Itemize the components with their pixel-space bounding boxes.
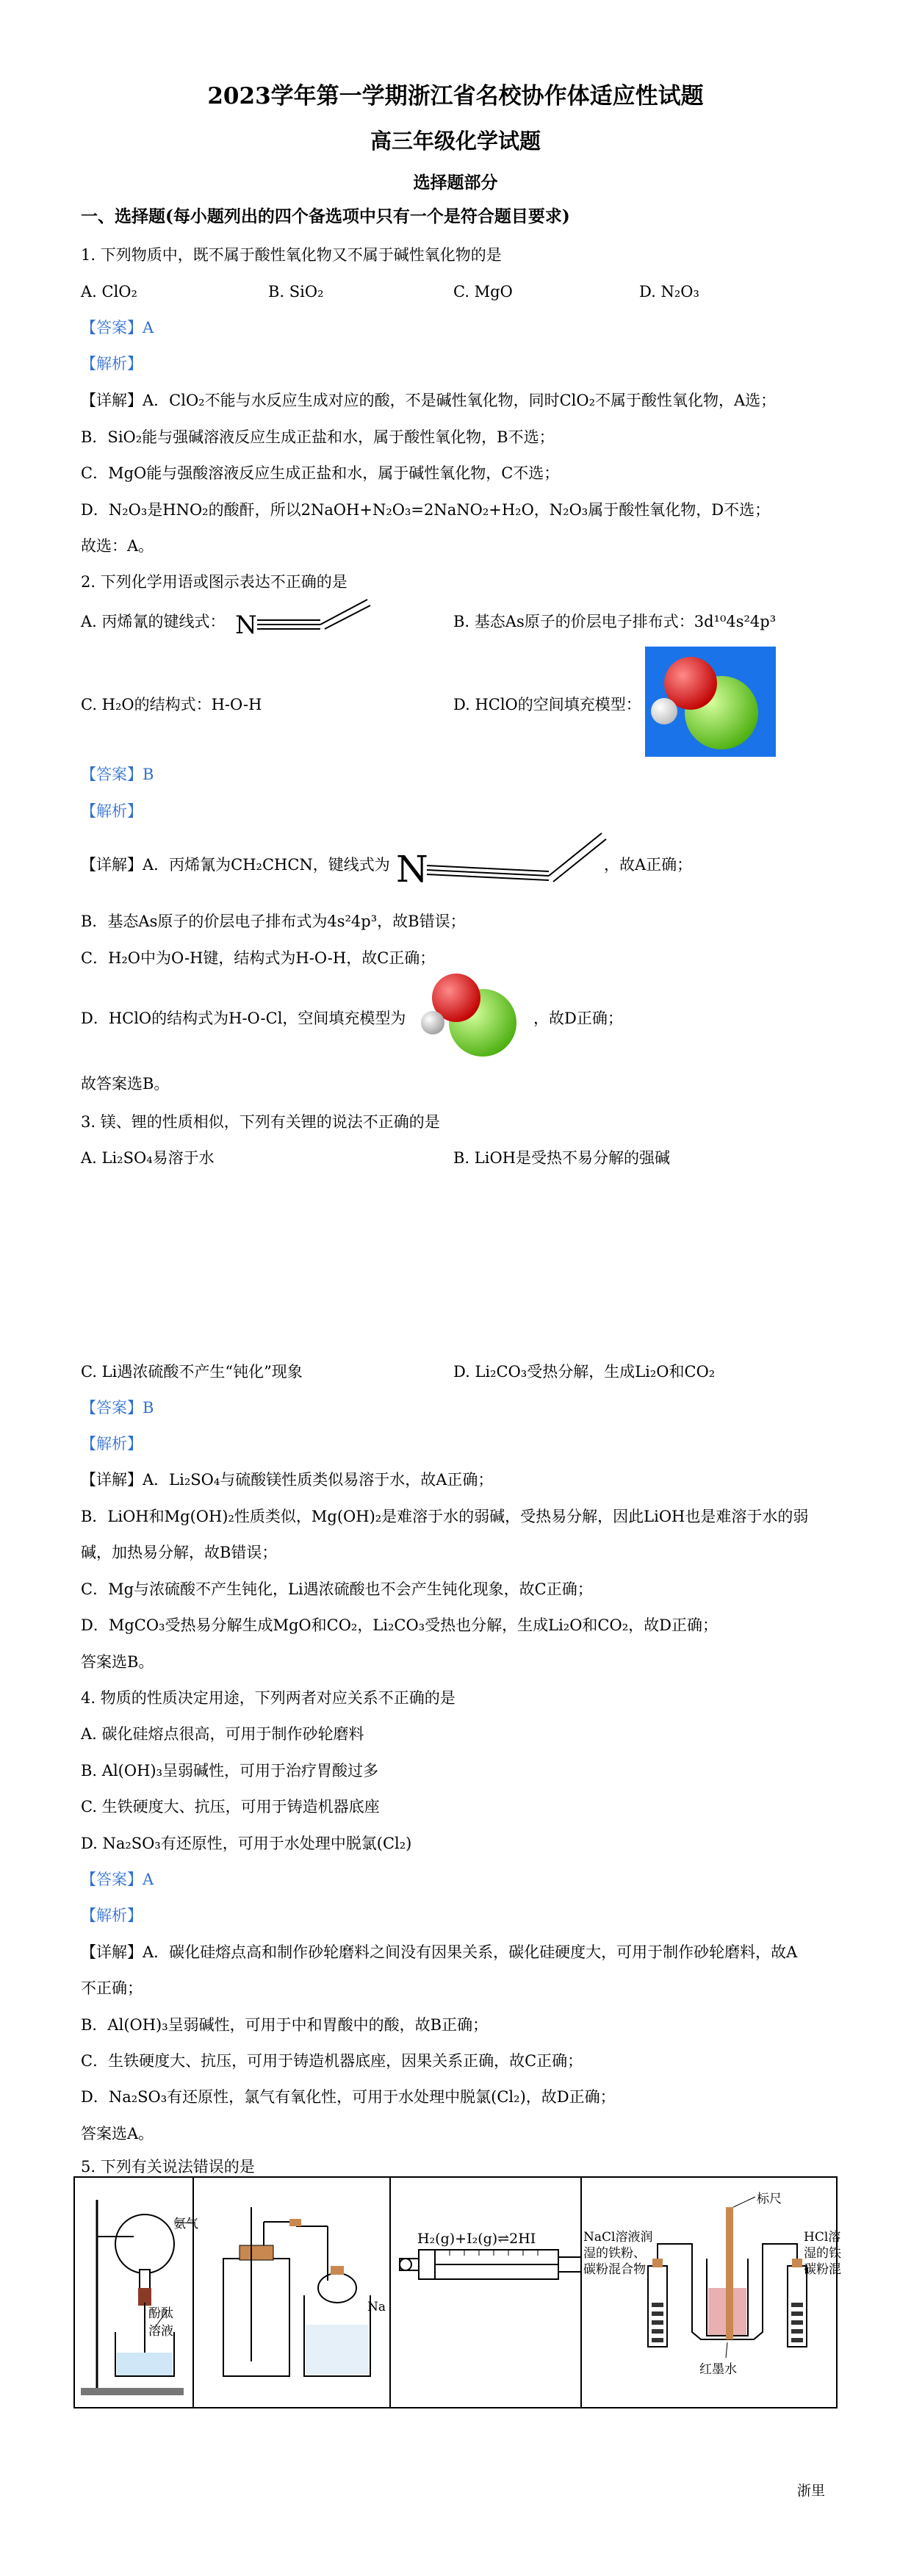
hclo-model <box>415 968 533 1059</box>
q3-analysis: 【解析】 <box>81 1435 143 1453</box>
q1-option-a: A. ClO₂ <box>81 283 137 301</box>
syringe-apparatus <box>391 2178 580 2407</box>
hclo-model-with-bg <box>645 647 776 757</box>
q4-detail-4: C．生铁硬度大、抗压，可用于铸造机器底座，因果关系正确，故C正确； <box>81 2052 583 2070</box>
q3-detail-2: B．LiOH和Mg(OH)₂性质类似，Mg(OH)₂是难溶于水的弱碱，受热易分解，因此LiOH也是难溶于水的弱 <box>81 1508 809 1525</box>
q4-analysis: 【解析】 <box>81 1907 143 1924</box>
q1-stem: 1. 下列物质中，既不属于酸性氧化物又不属于碱性氧化物的是 <box>81 246 502 264</box>
hydrogen-atom-2 <box>421 1011 444 1035</box>
nitrogen-label-small: N <box>235 611 257 640</box>
q4-detail-5: D．Na₂SO₃有还原性，氯气有氧化性，可用于水处理中脱氯(Cl₂)，故D正确； <box>81 2088 616 2106</box>
q4-option-b: B. Al(OH)₃呈弱碱性，可用于治疗胃酸过多 <box>81 1762 378 1780</box>
nitrogen-label-large: N <box>396 848 428 889</box>
acrylonitrile-skeletal-small <box>234 597 373 641</box>
fig1-gas-label: 氨气 <box>173 2217 198 2231</box>
q4-detail-1: 【详解】A．碳化硅熔点高和制作砂轮磨料之间没有因果关系，碳化硅硬度大，可用于制作砂轮磨料，故A <box>81 1943 798 1961</box>
q5-stem: 5. 下列有关说法错误的是 <box>81 2158 255 2176</box>
q2-detail-5: 故答案选B。 <box>81 1075 170 1093</box>
q3-stem: 3. 镁、锂的性质相似，下列有关锂的说法不正确的是 <box>81 1113 440 1131</box>
page-subtitle: 高三年级化学试题 <box>370 129 541 154</box>
q5-figure-2 <box>194 2178 391 2407</box>
q1-detail-5: 故选：A。 <box>81 537 154 555</box>
q4-detail-6: 答案选A。 <box>81 2125 154 2143</box>
fig3-equation: H₂(g)+I₂(g)⇌2HI <box>417 2231 536 2247</box>
q2-detail-4b: ，故D正确； <box>533 1010 623 1027</box>
q1-option-c: C. MgO <box>453 283 513 301</box>
fig4-left-label-2: 湿的铁粉、 <box>583 2246 646 2261</box>
section-heading: 选择题部分 <box>413 173 498 193</box>
q3-detail-1: 【详解】A．Li₂SO₄与硫酸镁性质类似易溶于水，故A正确； <box>81 1471 494 1489</box>
q2-detail-2: B．基态As原子的价层电子排布式为4s²4p³，故B错误； <box>81 913 466 930</box>
fig1-liquid-label-1: 酚酞 <box>148 2306 173 2321</box>
q5-figure-4 <box>582 2178 841 2407</box>
q4-detail-2: 不正确； <box>81 1979 143 1997</box>
q2-detail-1b: ，故A正确； <box>604 856 693 874</box>
q1-option-b: B. SiO₂ <box>268 283 324 301</box>
q2-detail-3: C．H₂O中为O-H键，结构式为H-O-H，故C正确； <box>81 949 436 967</box>
page-footer: 浙里 <box>797 2483 826 2499</box>
q5-figure-1 <box>75 2178 198 2407</box>
q2-detail-4: D．HClO的结构式为H-O-Cl，空间填充模型为 <box>81 1010 406 1027</box>
fig4-water-label: 红墨水 <box>699 2362 737 2377</box>
q4-stem: 4. 物质的性质决定用途，下列两者对应关系不正确的是 <box>81 1689 455 1707</box>
q2-detail-1: 【详解】A．丙烯氰为CH₂CHCN，键线式为 <box>81 856 390 874</box>
q1-detail-1: 【详解】A．ClO₂不能与水反应生成对应的酸，不是碱性氧化物，同时ClO₂不属于酸性氧化物，A选； <box>81 392 777 409</box>
q1-detail-3: C．MgO能与强酸溶液反应生成正盐和水，属于碱性氧化物，C不选； <box>81 464 560 482</box>
q4-option-c: C. 生铁硬度大、抗压，可用于铸造机器底座 <box>81 1798 380 1816</box>
page-title: 2023学年第一学期浙江省名校协作体适应性试题 <box>207 83 704 109</box>
q3-option-d: D. Li₂CO₃受热分解，生成Li₂O和CO₂ <box>453 1363 716 1381</box>
q2-option-d: D. HClO的空间填充模型： <box>453 696 641 713</box>
fig4-left-label-1: NaCl溶液润 <box>583 2230 653 2245</box>
fig4-right-label-2: 湿的铁 <box>804 2246 841 2261</box>
fig4-ruler-label: 标尺 <box>757 2192 782 2206</box>
q5-figure-3 <box>391 2178 582 2407</box>
hydrogen-atom <box>651 698 677 724</box>
q1-answer: 【答案】A <box>81 319 154 337</box>
acrylonitrile-skeletal-large <box>395 823 608 889</box>
q3-detail-3: 碱，加热易分解，故B错误； <box>81 1544 278 1561</box>
fig2-label: Na <box>367 2300 386 2314</box>
q1-option-d: D. N₂O₃ <box>639 283 699 301</box>
q2-stem: 2. 下列化学用语或图示表达不正确的是 <box>81 573 348 591</box>
q3-answer: 【答案】B <box>81 1399 154 1417</box>
fig4-right-label-3: 碳粉混 <box>804 2262 841 2277</box>
q2-option-a: A. 丙烯氰的键线式： <box>81 613 226 630</box>
q2-answer: 【答案】B <box>81 766 154 783</box>
q4-answer: 【答案】A <box>81 1871 154 1888</box>
fig1-liquid-label-2: 溶液 <box>148 2324 173 2339</box>
q4-detail-3: B．Al(OH)₃呈弱碱性，可用于中和胃酸中的酸，故B正确； <box>81 2016 489 2034</box>
q3-detail-5: D．MgCO₃受热易分解生成MgO和CO₂，Li₂CO₃受热也分解，生成Li₂O和CO₂，故D正确； <box>81 1616 718 1634</box>
part-heading: 一、选择题(每小题列出的四个备选项中只有一个是符合题目要求) <box>81 206 570 226</box>
ammonia-apparatus <box>75 2178 192 2407</box>
q1-analysis: 【解析】 <box>81 355 143 373</box>
q1-detail-4: D．N₂O₃是HNO₂的酸酐，所以2NaOH+N₂O₃=2NaNO₂+H₂O，N₂O₃属于酸性氧化物，D不选； <box>81 501 771 519</box>
fig4-left-label-3: 碳粉混合物 <box>583 2262 646 2277</box>
fig4-right-label-1: HCl溶 <box>804 2230 841 2245</box>
q4-option-a: A. 碳化硅熔点很高，可用于制作砂轮磨料 <box>81 1725 364 1743</box>
q1-detail-2: B．SiO₂能与强碱溶液反应生成正盐和水，属于酸性氧化物，B不选； <box>81 428 555 446</box>
wash-bottle-apparatus <box>194 2178 389 2407</box>
q3-option-a: A. Li₂SO₄易溶于水 <box>81 1149 215 1167</box>
q3-option-b: B. LiOH是受热不易分解的强碱 <box>453 1149 670 1167</box>
q2-option-c: C. H₂O的结构式：H-O-H <box>81 696 262 713</box>
q5-figure-table <box>73 2176 841 2408</box>
q3-option-c: C. Li遇浓硫酸不产生“钝化”现象 <box>81 1363 303 1381</box>
q4-option-d: D. Na₂SO₃有还原性，可用于水处理中脱氯(Cl₂) <box>81 1835 412 1852</box>
q2-option-b: B. 基态As原子的价层电子排布式：3d¹⁰4s²4p³ <box>453 613 777 630</box>
q2-analysis: 【解析】 <box>81 802 143 820</box>
q3-detail-6: 答案选B。 <box>81 1653 154 1671</box>
q3-detail-4: C．Mg与浓硫酸不产生钝化，Li遇浓硫酸也不会产生钝化现象，故C正确； <box>81 1580 593 1598</box>
